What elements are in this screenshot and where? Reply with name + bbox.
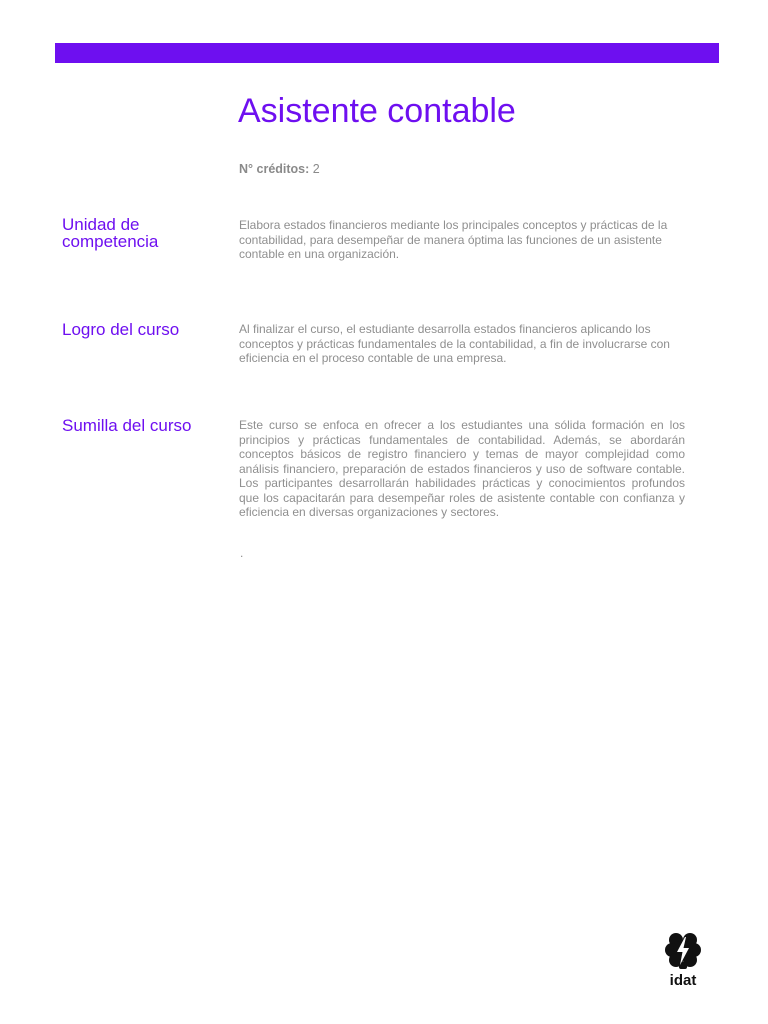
idat-logo (662, 932, 704, 992)
section-body-logro-del-curso: Al finalizar el curso, el estudiante desarrolla estados financieros aplicando los conceptos y prácticas fundamentales de la contabilidad, a fin de involucrarse con eficiencia en el proceso contable de una empresa. (239, 322, 670, 365)
section-heading-logro-del-curso: Logro del curso (62, 320, 180, 339)
page-title: Asistente contable (238, 91, 516, 130)
section-heading-sumilla-del-curso: Sumilla del curso (62, 416, 192, 435)
top-accent-bar (55, 43, 719, 63)
course-credits (239, 161, 320, 177)
section-body-unidad-de-competencia: Elabora estados financieros mediante los principales conceptos y prácticas de la contabilidad, para desempeñar de manera óptima las funciones de un asistente contable en una organización. (239, 218, 668, 261)
section-heading-unidad-de-competencia: Unidad de competencia (62, 215, 159, 251)
credits-label: N° créditos: (239, 162, 310, 176)
logo-text: idat (669, 972, 697, 989)
section-body-sumilla-del-curso: Este curso se enfoca en ofrecer a los estudiantes una sólida formación en los principios y prácticas fundamentales de contabilidad. Además, se abordarán conceptos básicos de registro financiero y temas de mayor complejidad como análisis financiero, preparación de estados financieros y uso de software contable. Los participantes desarrollarán habilidades prácticas y conocimientos profundos que los capacitarán para desempeñar roles de asistente contable con confianza y eficiencia en diversas organizaciones y sectores. (239, 418, 685, 519)
trailing-period: . (240, 546, 244, 560)
credits-value: 2 (312, 162, 320, 176)
brain-bolt-icon (665, 932, 701, 970)
